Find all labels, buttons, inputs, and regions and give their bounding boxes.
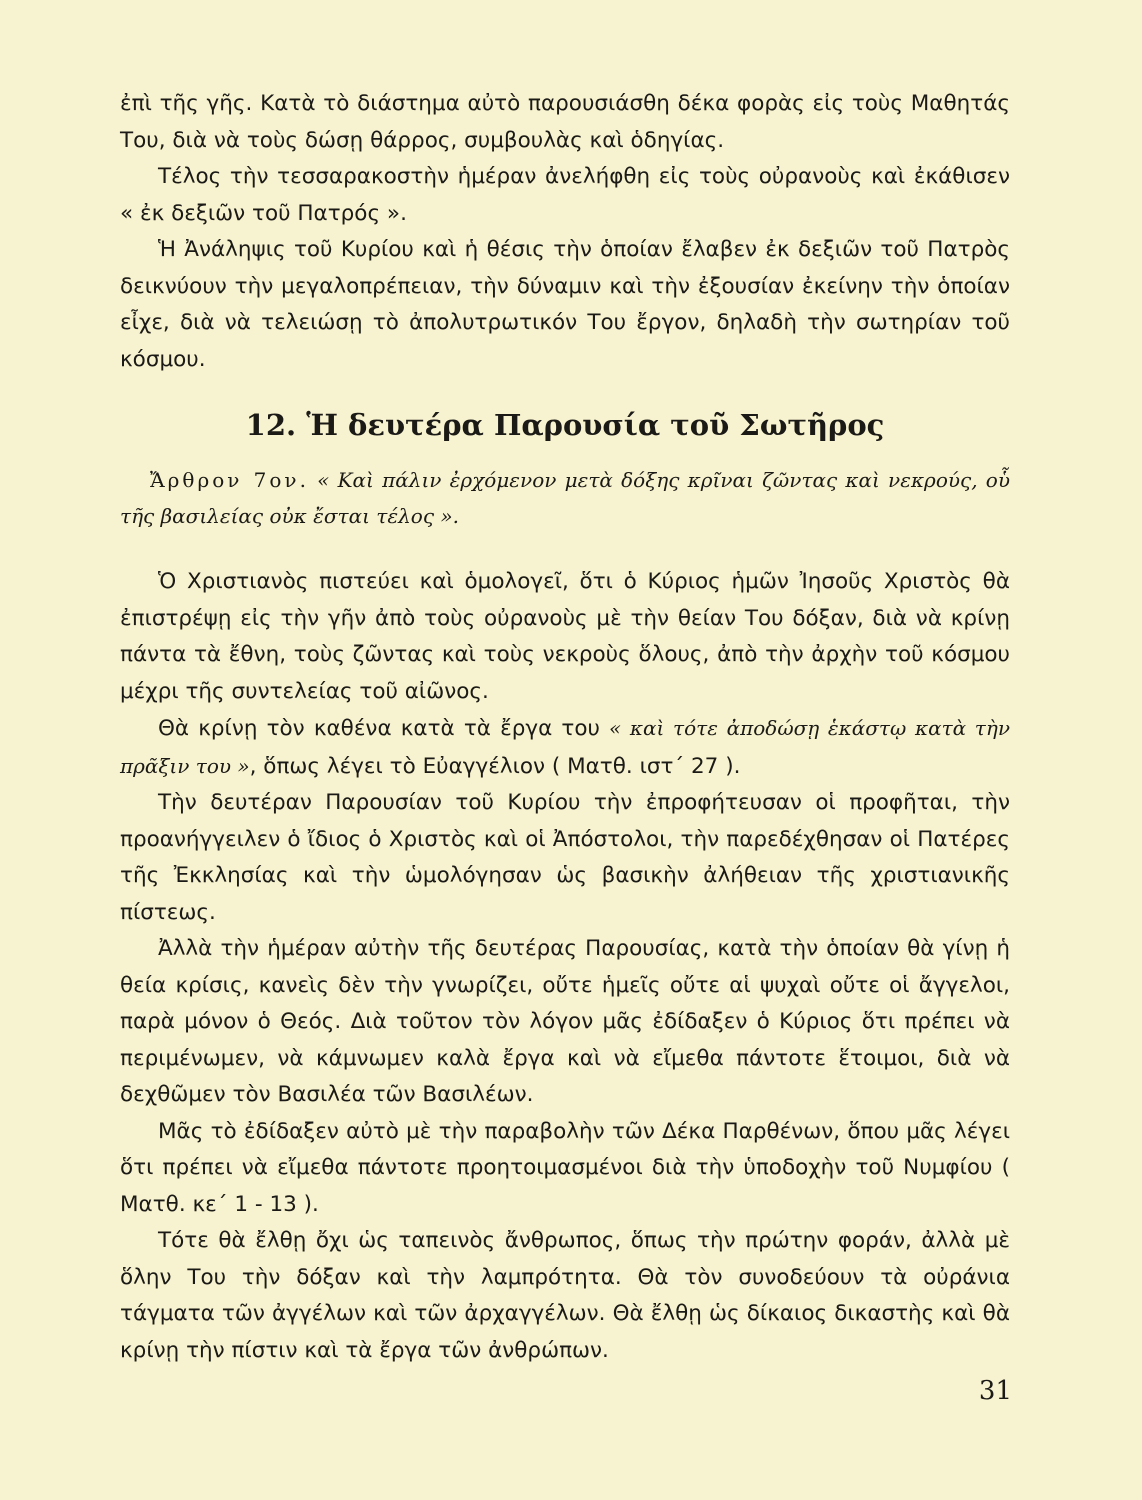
paragraph: Ὁ Χριστιανὸς πιστεύει καὶ ὁμολογεῖ, ὅτι ὁ Κύριος ἡμῶν Ἰησοῦς Χριστὸς θὰ ἐπιστρέψῃ εἰς τὴν γῆν ἀπὸ τοὺς οὐρανοὺς μὲ τὴν θείαν Του δόξαν, διὰ νὰ κρίνῃ πάντα τὰ ἔθνη, τοὺς ζῶντας καὶ τοὺς νεκροὺς ὅλους, ἀπὸ τὴν ἀρχὴν τοῦ κόσμου μέχρι τῆς συντελείας τοῦ αἰῶνος. xyxy=(120,569,1010,704)
section-heading: 12. Ἡ δευτέρα Παρουσία τοῦ Σωτῆρος xyxy=(245,408,885,442)
paragraph-text: Θὰ κρίνῃ τὸν καθένα κατὰ τὰ ἔργα του xyxy=(158,716,610,741)
article-quote: « Καὶ πάλιν ἐρχόμενον μετὰ δόξης κρῖναι ζῶντας καὶ νεκρούς, οὗ τῆς βασιλείας οὐκ ἔσται τέλος ». xyxy=(120,468,1010,528)
paragraph: ἐπὶ τῆς γῆς. Κατὰ τὸ διάστημα αὐτὸ παρουσιάσθη δέκα φορὰς εἰς τοὺς Μαθητάς Του, διὰ νὰ τοὺς δώσῃ θάρρος, συμβουλὰς καὶ ὁδηγίας. xyxy=(120,91,1010,153)
article-label: Ἄρθρον 7ον. xyxy=(150,468,309,492)
paragraph: Ἀλλὰ τὴν ἡμέραν αὐτὴν τῆς δευτέρας Παρουσίας, κατὰ τὴν ὁποίαν θὰ γίνῃ ἡ θεία κρίσις, κανεὶς δὲν τὴν γνωρίζει, οὔτε ἡμεῖς οὔτε αἱ ψυχαὶ οὔτε οἱ ἄγγελοι, παρὰ μόνον ὁ Θεός. Διὰ τοῦτον τὸν λόγον μᾶς ἐδίδαξεν ὁ Κύριος ὅτι πρέπει νὰ περιμένωμεν, νὰ κάμνωμεν καλὰ ἔργα καὶ νὰ εἴμεθα πάντοτε ἕτοιμοι, διὰ νὰ δεχθῶμεν τὸν Βασιλέα τῶν Βασιλέων. xyxy=(120,936,1010,1107)
paragraph: Ἡ Ἀνάληψις τοῦ Κυρίου καὶ ἡ θέσις τὴν ὁποίαν ἔλαβεν ἐκ δεξιῶν τοῦ Πατρὸς δεικνύουν τὴν μεγαλοπρέπειαν, τὴν δύναμιν καὶ τὴν ἐξουσίαν ἐκείνην τὴν ὁποίαν εἶχε, διὰ νὰ τελειώσῃ τὸ ἀπολυτρωτικόν Του ἔργον, δηλαδὴ τὴν σωτηρίαν τοῦ κόσμου. xyxy=(120,237,1010,372)
paragraph: Μᾶς τὸ ἐδίδαξεν αὐτὸ μὲ τὴν παραβολὴν τῶν Δέκα Παρθένων, ὅπου μᾶς λέγει ὅτι πρέπει νὰ εἴμεθα πάντοτε προητοιμασμένοι διὰ τὴν ὑποδοχὴν τοῦ Νυμφίου ( Ματθ. κε´ 1 - 13 ). xyxy=(120,1118,1010,1217)
paragraph: Τότε θὰ ἔλθῃ ὄχι ὡς ταπεινὸς ἄνθρωπος, ὅπως τὴν πρώτην φοράν, ἀλλὰ μὲ ὅλην Του τὴν δόξαν καὶ τὴν λαμπρότητα. Θὰ τὸν συνοδεύουν τὰ οὐράνια τάγματα τῶν ἀγγέλων καὶ τῶν ἀρχαγγέλων. Θὰ ἔλθῃ ὡς δίκαιος δικαστὴς καὶ θὰ κρίνῃ τὴν πίστιν καὶ τὰ ἔργα τῶν ἀνθρώπων. xyxy=(120,1228,1010,1363)
paragraph: Τὴν δευτέραν Παρουσίαν τοῦ Κυρίου τὴν ἐπροφήτευσαν οἱ προφῆται, τὴν προανήγγειλεν ὁ ἴδιος ὁ Χριστὸς καὶ οἱ Ἀπόστολοι, τὴν παρεδέχθησαν οἱ Πατέρες τῆς Ἐκκλησίας καὶ τὴν ὡμολόγησαν ὡς βασικὴν ἀλήθειαν τῆς χριστιανικῆς πίστεως. xyxy=(120,790,1010,925)
scripture-quote: « καὶ τότε ἀποδώσῃ ἑκάστῳ κατὰ τὴν πρᾶξιν του » xyxy=(120,716,1011,778)
paragraph xyxy=(120,710,1010,785)
paragraph-text: , ὅπως λέγει τὸ Εὐαγγέλιον ( Ματθ. ιστ´ 27 ). xyxy=(249,753,741,779)
creed-article xyxy=(120,462,1010,534)
paragraph: Τέλος τὴν τεσσαρακοστὴν ἡμέραν ἀνελήφθη εἰς τοὺς οὐρανοὺς καὶ ἐκάθισεν « ἐκ δεξιῶν τοῦ Πατρός ». xyxy=(120,164,1010,226)
page-number: 31 xyxy=(978,1376,1012,1406)
text-column xyxy=(120,86,1010,1369)
